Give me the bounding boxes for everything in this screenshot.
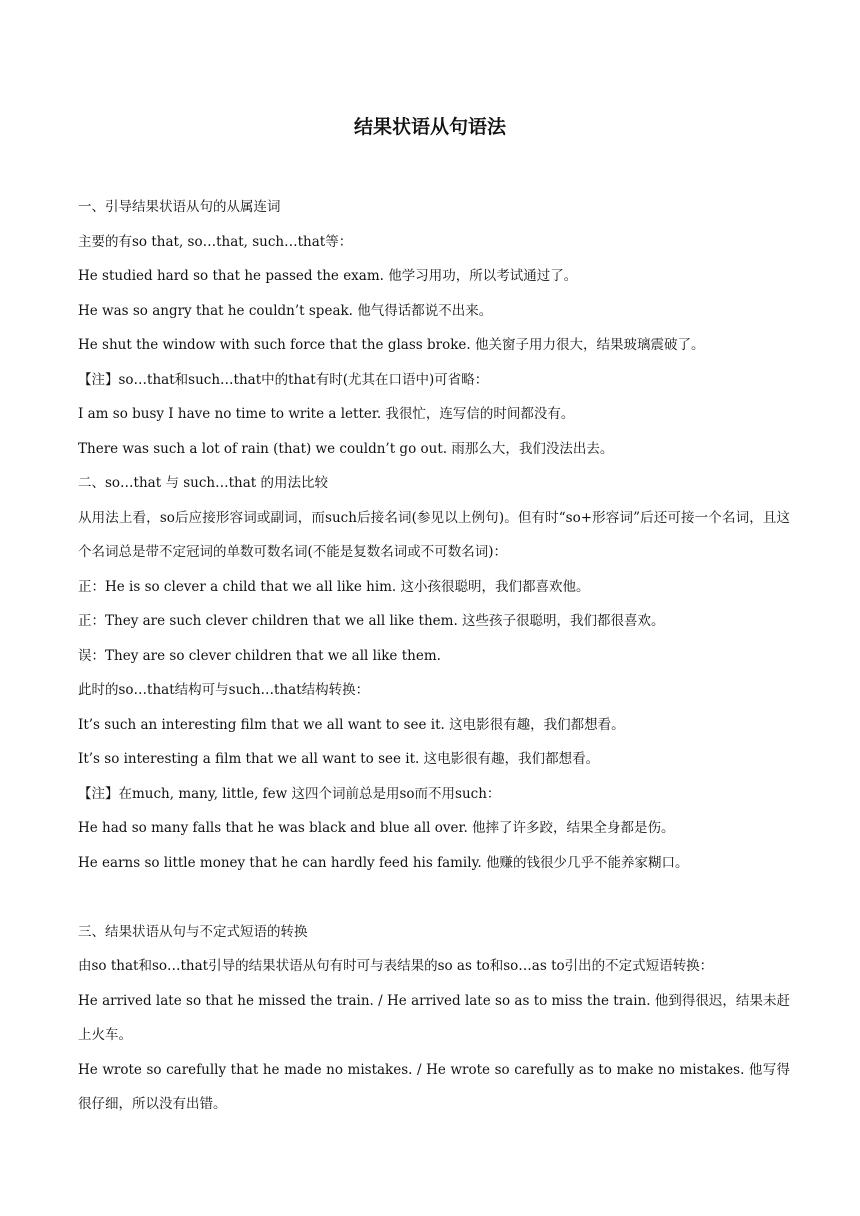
example-sentence: 正：They are such clever children that we all like them. 这些孩子很聪明，我们都很喜欢。 <box>78 613 665 629</box>
example-sentence: There was such a lot of rain (that) we couldn’t go out. 雨那么大，我们没法出去。 <box>78 440 614 457</box>
example-sentence: He studied hard so that he passed the exam. 他学习用功，所以考试通过了。 <box>78 268 578 284</box>
example-sentence: He had so many falls that he was black and blue all over. 他摔了许多跤，结果全身都是伤。 <box>78 820 675 836</box>
document-body <box>78 190 790 1122</box>
paragraph: 由so that和so…that引导的结果状语从句有时可与表结果的so as to和so…as to引出的不定式短语转换： <box>78 958 714 974</box>
section-heading-2: 二、so…that 与 such…that 的用法比较 <box>78 475 328 491</box>
section-heading-1: 一、引导结果状语从句的从属连词 <box>78 199 281 215</box>
example-sentence: It’s so interesting a film that we all want to see it. 这电影很有趣，我们都想看。 <box>78 751 600 767</box>
example-sentence: I am so busy I have no time to write a letter. 我很忙，连写信的时间都没有。 <box>78 406 575 422</box>
example-sentence: 正：He is so clever a child that we all like him. 这小孩很聪明，我们都喜欢他。 <box>78 578 590 595</box>
document-title: 结果状语从句语法 <box>353 116 506 138</box>
example-sentence: 误：They are so clever children that we all like them. <box>78 647 441 664</box>
example-sentence: He arrived late so that he missed the train. / He arrived late so as to miss the train. 他到得很迟，结果未赶上火车。 <box>78 992 790 1043</box>
example-sentence: He shut the window with such force that the glass broke. 他关窗子用力很大，结果玻璃震破了。 <box>78 337 705 353</box>
example-sentence: He wrote so carefully that he made no mistakes. / He wrote so carefully as to make no mistakes. 他写得很仔细，所以没有出错。 <box>78 1061 790 1112</box>
paragraph: 从用法上看，so后应接形容词或副词，而such后接名词(参见以上例句)。但有时“so+形容词”后还可接一个名词，且这个名词总是带不定冠词的单数可数名词(不能是复数名词或不可数名词)： <box>78 509 790 560</box>
paragraph: 此时的so…that结构可与such…that结构转换： <box>78 682 370 698</box>
paragraph: 主要的有so that, so…that, such…that等： <box>78 233 353 250</box>
example-sentence: He was so angry that he couldn’t speak. 他气得话都说不出来。 <box>78 302 493 319</box>
example-sentence: It’s such an interesting film that we all want to see it. 这电影很有趣，我们都想看。 <box>78 716 625 733</box>
example-sentence: He earns so little money that he can hardly feed his family. 他赚的钱很少几乎不能养家糊口。 <box>78 854 689 871</box>
blank-line <box>78 880 790 915</box>
note-line: 【注】so…that和such…that中的that有时(尤其在口语中)可省略： <box>78 371 489 388</box>
note-line: 【注】在much, many, little, few 这四个词前总是用so而不用such： <box>78 785 501 802</box>
section-heading-3: 三、结果状语从句与不定式短语的转换 <box>78 923 308 940</box>
